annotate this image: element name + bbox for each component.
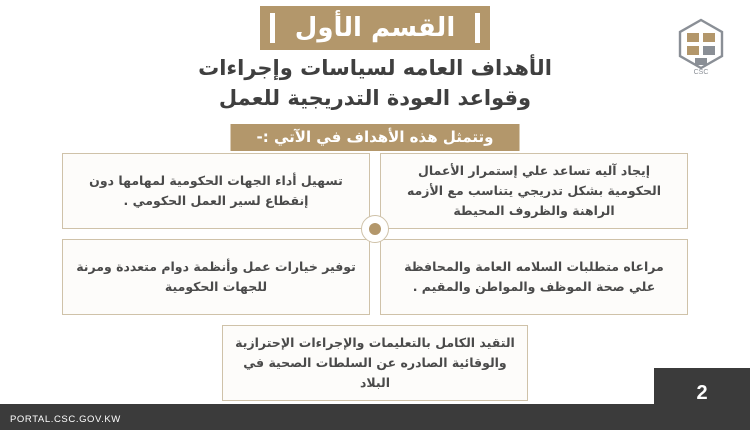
objective-card-left-1 (62, 153, 370, 229)
objective-card-bottom (222, 325, 528, 401)
objective-text: إيجاد آليه تساعد علي إستمرار الأعمال الحكومية بشكل تدريجي يتناسب مع الأزمه الراهنة والظروف المحيطة (406, 162, 662, 219)
objectives-row-3 (62, 325, 688, 401)
objective-card-right-1 (380, 153, 688, 229)
page-number-block (654, 368, 750, 430)
objective-card-right-2 (380, 239, 688, 315)
section-title-badge (260, 6, 490, 50)
csc-logo-text: CSC (693, 69, 709, 76)
subtitle-banner: وتتمثل هذه الأهداف في الآتي :- (231, 124, 520, 151)
objective-text: مراعاه متطلبات السلامه العامة والمحافظة علي صحة الموظف والمواطن والمقيم . (404, 258, 664, 294)
page-title-line-1: الأهداف العامه لسياسات وإجراءات (198, 56, 552, 80)
page-number: 2 (696, 381, 708, 404)
objective-text: توفير خيارات عمل وأنظمة دوام متعددة ومرنة للجهات الحكومية (76, 258, 356, 294)
objective-text: تسهيل أداء الجهات الحكومية لمهامها دون إنقطاع لسير العمل الحكومي . (89, 172, 343, 208)
objective-text: التقيد الكامل بالتعليمات والإجراءات الإحترازية والوقائية الصادره عن السلطات الصحية في البلاد (235, 334, 515, 391)
objectives-grid (62, 153, 688, 391)
page-title-line-2: وقواعد العودة التدريجية للعمل (218, 85, 532, 110)
section-title-text: القسم الأول (294, 13, 456, 43)
objectives-row-2 (62, 239, 688, 315)
objective-card-left-2 (62, 239, 370, 315)
footer-url: PORTAL.CSC.GOV.KW (10, 414, 121, 425)
page-title (0, 54, 750, 114)
center-dot-icon (361, 215, 389, 243)
